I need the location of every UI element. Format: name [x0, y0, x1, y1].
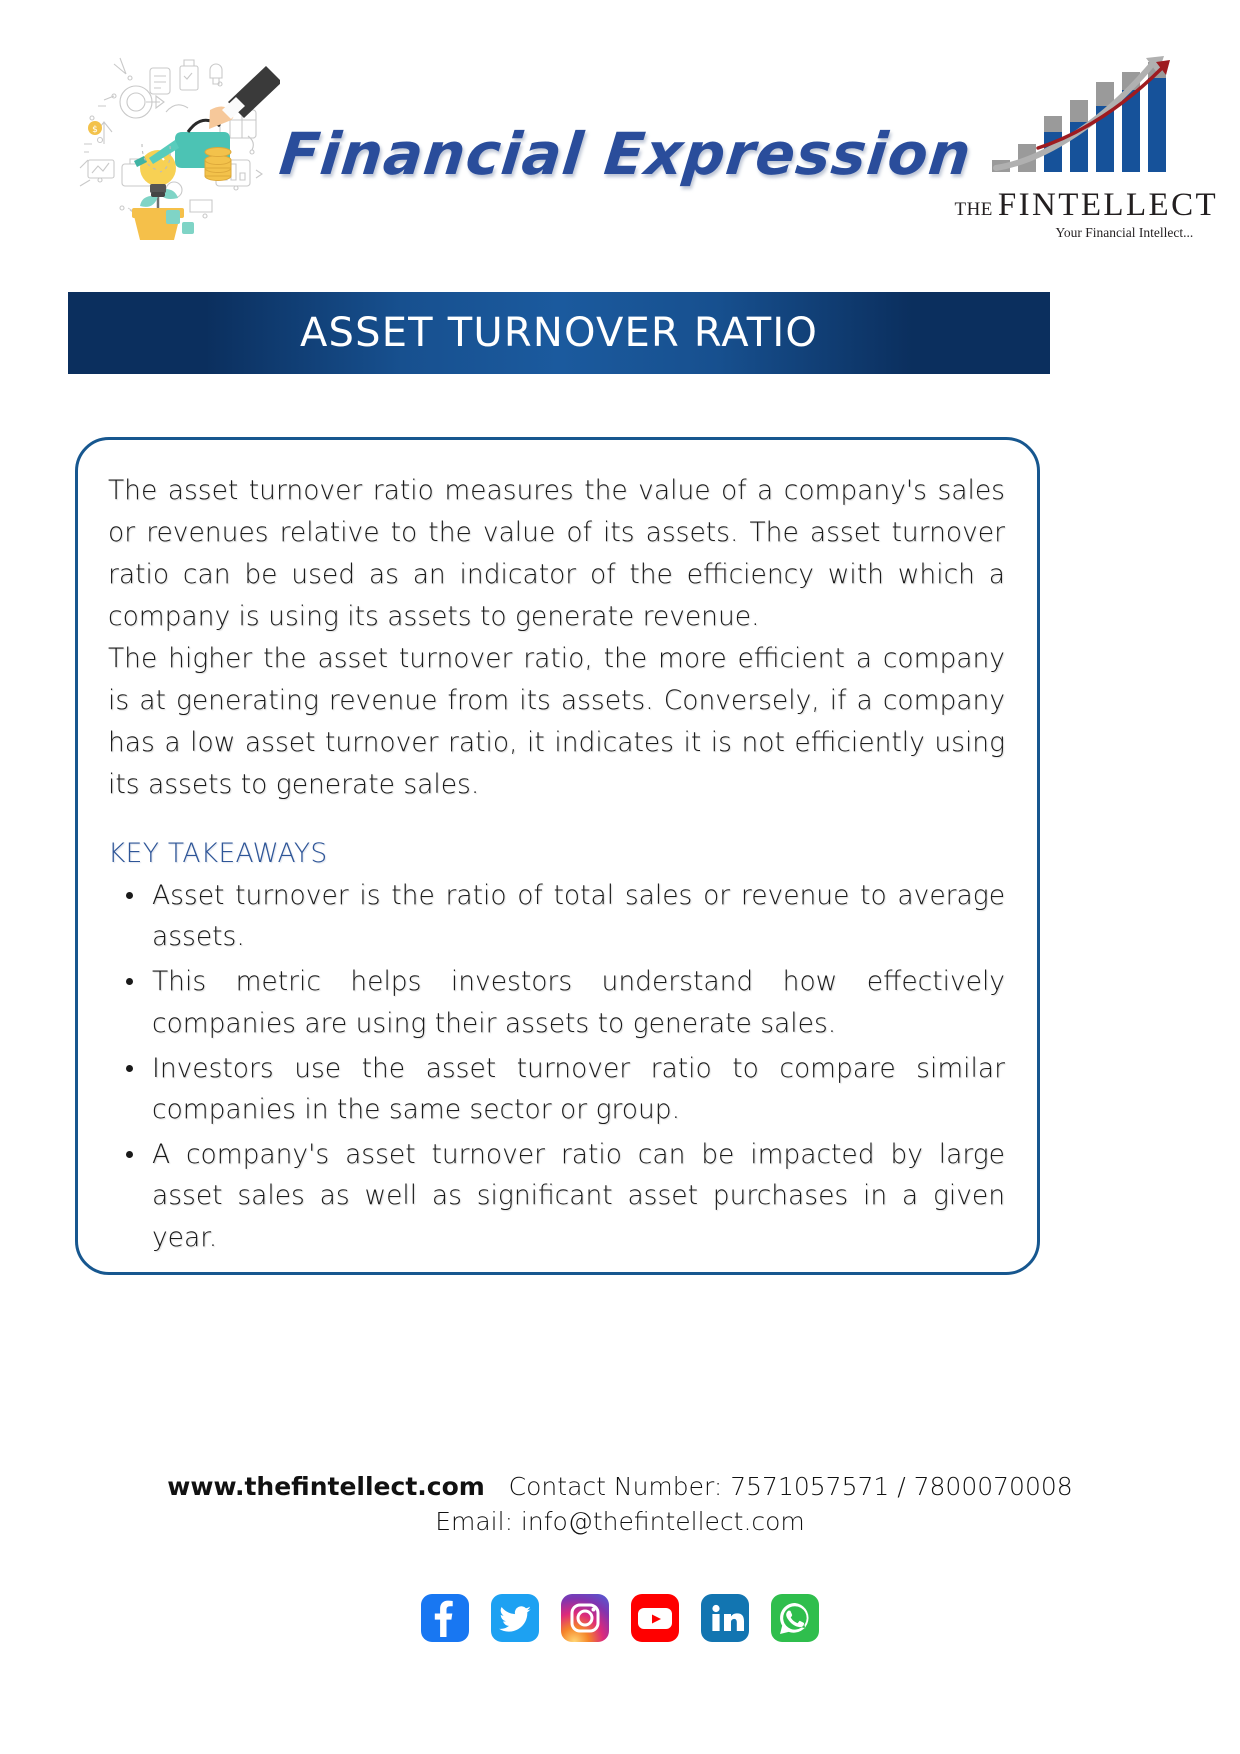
email-text[interactable]: Email: info@thefintellect.com	[435, 1506, 805, 1536]
logo-brand-name: FINTELLECT	[997, 186, 1219, 223]
key-takeaways-list	[108, 875, 1005, 1258]
intro-paragraph-2: The higher the asset turnover ratio, the more efficient a company is at generating revenue from its assets. Conversely, if a company has a low asset turnover ratio, it indicates it is not efficiently using its assets to generate sales.	[108, 643, 1005, 800]
list-item	[108, 961, 1005, 1043]
masthead-title: Financial Expression	[276, 120, 975, 188]
list-item-text: A company's asset turnover ratio can be impacted by large asset sales as well as significant asset purchases in a given year.	[152, 1139, 1005, 1253]
list-item-text: Investors use the asset turnover ratio to compare similar companies in the same sector or group.	[152, 1052, 1005, 1126]
footer-contact-line	[0, 1470, 1240, 1505]
page-header	[0, 0, 1240, 290]
youtube-icon[interactable]	[631, 1594, 679, 1642]
content-card	[75, 437, 1040, 1275]
logo-tagline: Your Financial Intellect...	[1055, 224, 1194, 240]
social-links	[0, 1594, 1240, 1642]
website-link[interactable]: www.thefintellect.com	[167, 1472, 485, 1501]
twitter-icon[interactable]	[491, 1594, 539, 1642]
business-ideas-illustration	[70, 40, 280, 250]
article-title-banner	[68, 292, 1050, 374]
bullet-icon	[126, 892, 133, 899]
list-item-text: Asset turnover is the ratio of total sales or revenue to average assets.	[152, 880, 1005, 953]
bullet-icon	[126, 1151, 133, 1158]
intro-paragraph-1: The asset turnover ratio measures the value of a company's sales or revenues relative to the value of its assets. The asset turnover ratio can be used as an indicator of the efficiency with which a company is using its assets to generate revenue.	[108, 475, 1005, 632]
list-item-text: This metric helps investors understand how effectively companies are using their assets to generate sales.	[152, 966, 1005, 1039]
list-item	[108, 875, 1005, 957]
linkedin-icon[interactable]	[701, 1594, 749, 1642]
bullet-icon	[126, 1065, 133, 1072]
fintellect-logo	[954, 56, 1219, 241]
logo-wordmark	[954, 187, 1218, 224]
contact-number-text: Contact Number: 7571057571 / 7800070008	[508, 1472, 1073, 1501]
footer-email-line	[0, 1505, 1240, 1540]
logo-the-text: THE	[954, 198, 993, 220]
whatsapp-icon[interactable]	[771, 1594, 819, 1642]
growth-chart-icon	[986, 56, 1186, 191]
facebook-icon[interactable]	[421, 1594, 469, 1642]
bullet-icon	[126, 978, 133, 985]
key-takeaways-heading: KEY TAKEAWAYS	[108, 838, 328, 869]
page-title: ASSET TURNOVER RATIO	[299, 310, 819, 356]
list-item	[108, 1134, 1005, 1258]
list-item	[108, 1048, 1005, 1130]
page-footer	[0, 1470, 1240, 1539]
instagram-icon[interactable]	[561, 1594, 609, 1642]
svg-text:$: $	[92, 125, 98, 135]
